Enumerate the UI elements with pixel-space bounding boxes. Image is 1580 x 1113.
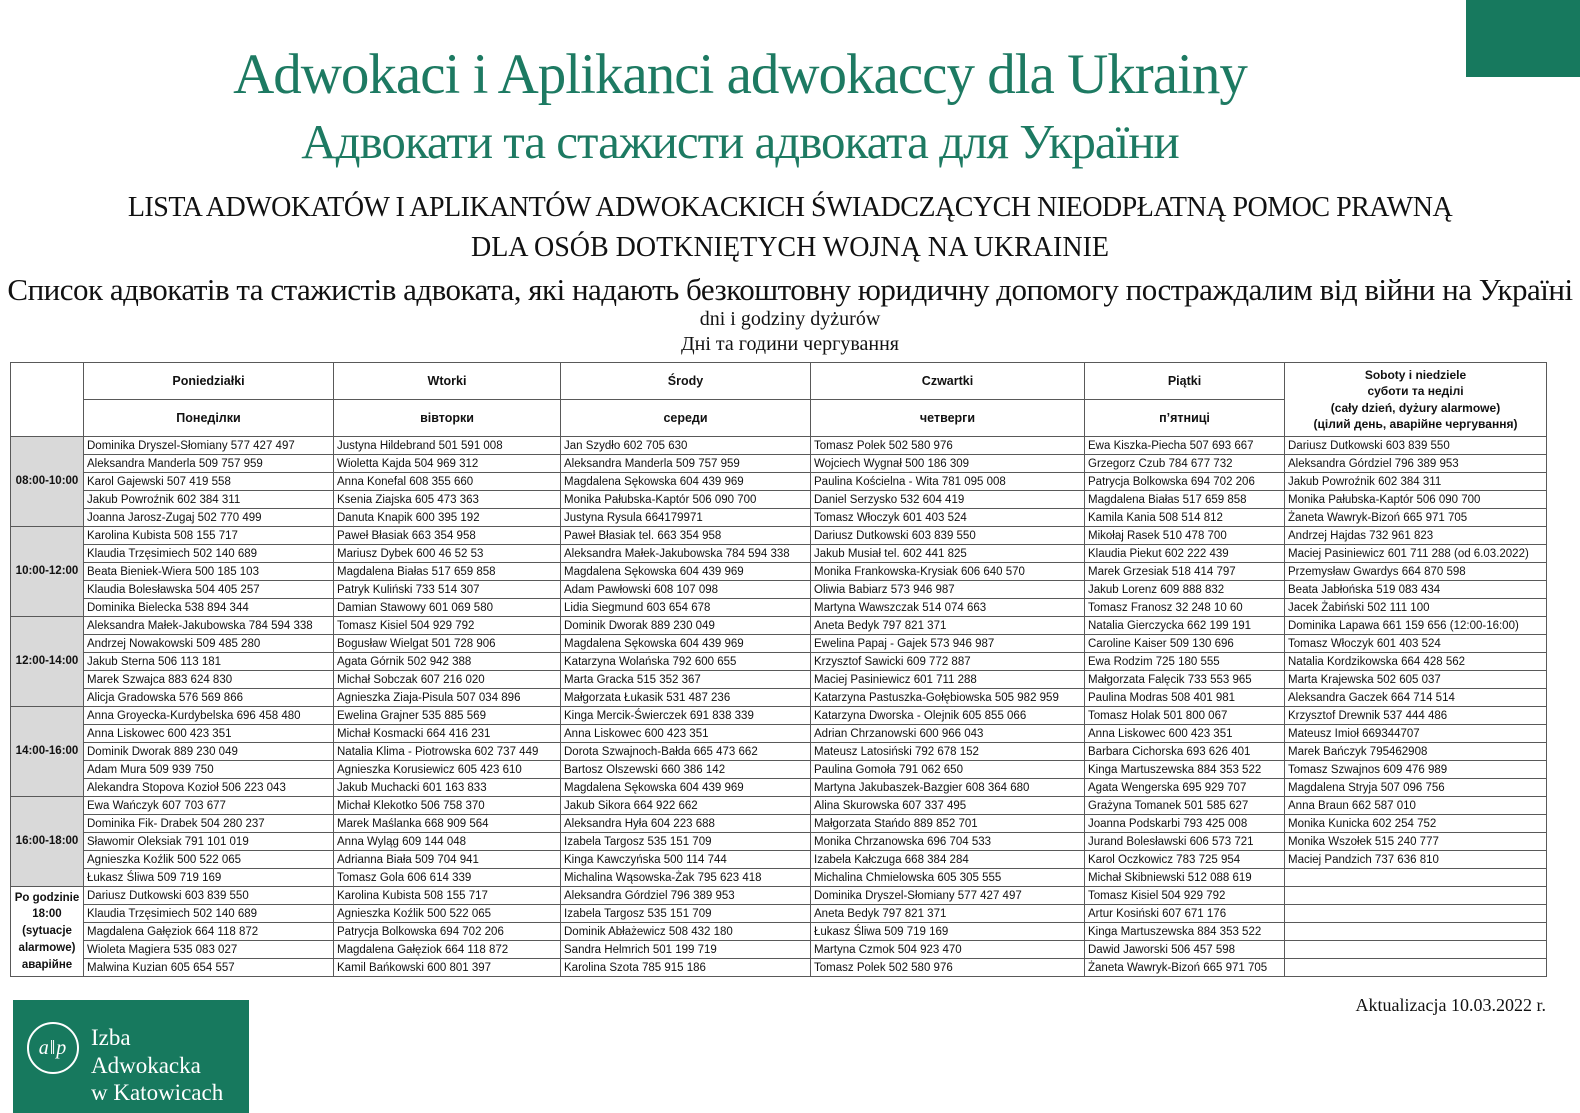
- duty-cell: Martyna Czmok 504 923 470: [811, 941, 1085, 959]
- duty-cell: Aneta Bedyk 797 821 371: [811, 905, 1085, 923]
- duty-cell: Klaudia Trzęsimiech 502 140 689: [84, 905, 334, 923]
- duty-cell: Katarzyna Dworska - Olejnik 605 855 066: [811, 707, 1085, 725]
- duty-cell: Dariusz Dutkowski 603 839 550: [811, 527, 1085, 545]
- duty-cell: Michał Skibniewski 512 088 619: [1085, 869, 1285, 887]
- schedule-note-ukrainian: Дні та години чергування: [681, 333, 899, 355]
- duty-cell: Magdalena Sękowska 604 439 969: [561, 635, 811, 653]
- duty-cell: Dominika Dryszel-Słomiany 577 427 497: [84, 437, 334, 455]
- day-header-weekend: [1285, 363, 1547, 437]
- weekend-header-line: (цілий день, аварійне чергування): [1313, 416, 1518, 431]
- duty-cell: Agnieszka Koźlik 500 522 065: [84, 851, 334, 869]
- time-slot-label-5: [11, 887, 84, 977]
- duty-cell: Martyna Jakubaszek-Bazgier 608 364 680: [811, 779, 1085, 797]
- duty-cell: [1285, 941, 1547, 959]
- time-slot-line: alarmowe): [18, 941, 76, 954]
- duty-cell: Aleksandra Gaczek 664 714 514: [1285, 689, 1547, 707]
- duty-cell: Patrycja Bolkowska 694 702 206: [1085, 473, 1285, 491]
- duty-cell: Adam Mura 509 939 750: [84, 761, 334, 779]
- duty-cell: Jakub Sterna 506 113 181: [84, 653, 334, 671]
- duty-cell: Mikołaj Rasek 510 478 700: [1085, 527, 1285, 545]
- duty-cell: Bartosz Olszewski 660 386 142: [561, 761, 811, 779]
- duty-cell: Magdalena Białas 517 659 858: [334, 563, 561, 581]
- duty-cell: Magdalena Sękowska 604 439 969: [561, 563, 811, 581]
- duty-cell: Aneta Bedyk 797 821 371: [811, 617, 1085, 635]
- duty-cell: Aleksandra Małek-Jakubowska 784 594 338: [561, 545, 811, 563]
- table-corner-cell: [11, 363, 84, 437]
- time-slot-label-1: 10:00-12:00: [11, 527, 84, 617]
- duty-cell: Jacek Żabiński 502 111 100: [1285, 599, 1547, 617]
- duty-cell: Monika Wszołek 515 240 777: [1285, 833, 1547, 851]
- time-slot-line: аварійне: [21, 958, 73, 971]
- duty-cell: Łukasz Śliwa 509 719 169: [811, 923, 1085, 941]
- duty-cell: Jakub Musiał tel. 602 441 825: [811, 545, 1085, 563]
- subtitle-ukrainian: Список адвокатів та стажистів адвоката, які надають безкоштовну юридичну допомогу постраждалим від війни на Україні: [7, 272, 1573, 307]
- day-header-uk-4: п’ятниці: [1085, 400, 1285, 437]
- duty-cell: Michalina Wąsowska-Żak 795 623 418: [561, 869, 811, 887]
- duty-cell: Dominik Abłażewicz 508 432 180: [561, 923, 811, 941]
- duty-cell: Dominika Dryszel-Słomiany 577 427 497: [811, 887, 1085, 905]
- duty-cell: Wioletta Kajda 504 969 312: [334, 455, 561, 473]
- duty-cell: Małgorzata Łukasik 531 487 236: [561, 689, 811, 707]
- duty-cell: Łukasz Śliwa 509 719 169: [84, 869, 334, 887]
- duty-cell: Tomasz Franosz 32 248 10 60: [1085, 599, 1285, 617]
- duty-cell: Magdalena Sękowska 604 439 969: [561, 473, 811, 491]
- duty-cell: Damian Stawowy 601 069 580: [334, 599, 561, 617]
- day-header-pl-3: Czwartki: [811, 363, 1085, 400]
- duty-cell: Ewa Kiszka-Piecha 507 693 667: [1085, 437, 1285, 455]
- duty-cell: Agata Górnik 502 942 388: [334, 653, 561, 671]
- duty-cell: Maciej Pandzich 737 636 810: [1285, 851, 1547, 869]
- duty-cell: Grzegorz Czub 784 677 732: [1085, 455, 1285, 473]
- duty-cell: Krzysztof Sawicki 609 772 887: [811, 653, 1085, 671]
- duty-cell: Maciej Pasiniewicz 601 711 288: [811, 671, 1085, 689]
- duty-cell: Alekandra Stopova Kozioł 506 223 043: [84, 779, 334, 797]
- duty-cell: Izabela Targosz 535 151 709: [561, 905, 811, 923]
- duty-cell: Przemysław Gwardys 664 870 598: [1285, 563, 1547, 581]
- day-header-uk-3: четверги: [811, 400, 1085, 437]
- duty-cell: Katarzyna Wolańska 792 600 655: [561, 653, 811, 671]
- duty-cell: Anna Groyecka-Kurdybelska 696 458 480: [84, 707, 334, 725]
- duty-cell: Tomasz Holak 501 800 067: [1085, 707, 1285, 725]
- duty-cell: Jakub Lorenz 609 888 832: [1085, 581, 1285, 599]
- duty-cell: Mariusz Dybek 600 46 52 53: [334, 545, 561, 563]
- duty-cell: Malwina Kuzian 605 654 557: [84, 959, 334, 977]
- duty-cell: Ewa Wańczyk 607 703 677: [84, 797, 334, 815]
- duty-cell: Oliwia Babiarz 573 946 987: [811, 581, 1085, 599]
- duty-cell: Magdalena Sękowska 604 439 969: [561, 779, 811, 797]
- duty-cell: Dorota Szwajnoch-Bałda 665 473 662: [561, 743, 811, 761]
- weekend-header-line: Soboty i niedziele: [1364, 368, 1467, 383]
- duty-cell: Michał Sobczak 607 216 020: [334, 671, 561, 689]
- duty-cell: Jurand Bolesławski 606 573 721: [1085, 833, 1285, 851]
- duty-cell: Kinga Martuszewska 884 353 522: [1085, 761, 1285, 779]
- duty-cell: Kinga Mercik-Świerczek 691 838 339: [561, 707, 811, 725]
- duty-cell: Ksenia Ziajska 605 473 363: [334, 491, 561, 509]
- footer-organization-name: [91, 1022, 239, 1107]
- duty-cell: Tomasz Kisiel 504 929 792: [334, 617, 561, 635]
- duty-cell: Aleksandra Hyła 604 223 688: [561, 815, 811, 833]
- duty-cell: Jan Szydło 602 705 630: [561, 437, 811, 455]
- duty-cell: Artur Kosiński 607 671 176: [1085, 905, 1285, 923]
- footer-org-line-1: Izba Adwokacka: [91, 1025, 201, 1078]
- duty-cell: Tomasz Szwajnos 609 476 989: [1285, 761, 1547, 779]
- duty-cell: Kamila Kania 508 514 812: [1085, 509, 1285, 527]
- subtitle-line-2: DLA OSÓB DOTKNIĘTYCH WOJNĄ NA UKRAINIE: [470, 232, 1109, 263]
- duty-cell: Beata Jabłońska 519 083 434: [1285, 581, 1547, 599]
- duty-cell: Aleksandra Górdziel 796 389 953: [561, 887, 811, 905]
- page-title-ukrainian: Адвокати та стажисти адвоката для України: [301, 114, 1179, 169]
- footer-brand-block: [13, 1000, 249, 1113]
- duty-cell: Tomasz Polek 502 580 976: [811, 959, 1085, 977]
- duty-cell: Klaudia Trzęsimiech 502 140 689: [84, 545, 334, 563]
- duty-cell: [1285, 923, 1547, 941]
- duty-cell: Marek Bańczyk 795462908: [1285, 743, 1547, 761]
- duty-cell: Krzysztof Drewnik 537 444 486: [1285, 707, 1547, 725]
- duty-cell: Anna Wyląg 609 144 048: [334, 833, 561, 851]
- duty-cell: Adam Pawłowski 608 107 098: [561, 581, 811, 599]
- duty-cell: Małgorzata Stańdo 889 852 701: [811, 815, 1085, 833]
- day-header-pl-2: Środy: [561, 363, 811, 400]
- duty-cell: Kinga Kawczyńska 500 114 744: [561, 851, 811, 869]
- duty-cell: Caroline Kaiser 509 130 696: [1085, 635, 1285, 653]
- day-header-pl-0: Poniedziałki: [84, 363, 334, 400]
- time-slot-line: (sytuacje: [22, 925, 72, 938]
- weekend-header-line: суботи та неділі: [1367, 384, 1464, 399]
- duty-cell: Adrianna Biała 509 704 941: [334, 851, 561, 869]
- duty-cell: Karolina Kubista 508 155 717: [84, 527, 334, 545]
- duty-cell: Anna Liskowec 600 423 351: [561, 725, 811, 743]
- duty-cell: Beata Bieniek-Wiera 500 185 103: [84, 563, 334, 581]
- duty-cell: Grażyna Tomanek 501 585 627: [1085, 797, 1285, 815]
- duty-cell: Aleksandra Małek-Jakubowska 784 594 338: [84, 617, 334, 635]
- time-slot-label-4: 16:00-18:00: [11, 797, 84, 887]
- duty-cell: Barbara Cichorska 693 626 401: [1085, 743, 1285, 761]
- duty-cell: Żaneta Wawryk-Bizoń 665 971 705: [1085, 959, 1285, 977]
- duty-cell: Ewelina Papaj - Gajek 573 946 987: [811, 635, 1085, 653]
- duty-cell: Patryk Kuliński 733 514 307: [334, 581, 561, 599]
- duty-cell: Anna Liskowec 600 423 351: [1085, 725, 1285, 743]
- duty-cell: Wioleta Magiera 535 083 027: [84, 941, 334, 959]
- duty-cell: Justyna Rysula 664179971: [561, 509, 811, 527]
- duty-cell: Dominik Dworak 889 230 049: [561, 617, 811, 635]
- duty-cell: Bogusław Wielgat 501 728 906: [334, 635, 561, 653]
- duty-cell: Paulina Gomoła 791 062 650: [811, 761, 1085, 779]
- duty-cell: Tomasz Kisiel 504 929 792: [1085, 887, 1285, 905]
- duty-cell: Katarzyna Pastuszka-Gołębiowska 505 982 959: [811, 689, 1085, 707]
- duty-cell: Kinga Martuszewska 884 353 522: [1085, 923, 1285, 941]
- duty-cell: Marek Szwajca 883 624 830: [84, 671, 334, 689]
- duty-cell: Agnieszka Koźlik 500 522 065: [334, 905, 561, 923]
- duty-cell: Magdalena Gałęziok 664 118 872: [334, 941, 561, 959]
- duty-cell: [1285, 887, 1547, 905]
- duty-cell: Klaudia Bolesławska 504 405 257: [84, 581, 334, 599]
- duty-cell: Natalia Klima - Piotrowska 602 737 449: [334, 743, 561, 761]
- duty-cell: Dariusz Dutkowski 603 839 550: [1285, 437, 1547, 455]
- duty-cell: Kamil Bańkowski 600 801 397: [334, 959, 561, 977]
- duty-cell: Tomasz Gola 606 614 339: [334, 869, 561, 887]
- duty-cell: Aleksandra Manderla 509 757 959: [84, 455, 334, 473]
- duty-cell: Karolina Kubista 508 155 717: [334, 887, 561, 905]
- duty-cell: Dominika Fik- Drabek 504 280 237: [84, 815, 334, 833]
- subtitle-line-1: LISTA ADWOKATÓW I APLIKANTÓW ADWOKACKICH ŚWIADCZĄCYCH NIEODPŁATNĄ POMOC PRAWNĄ: [127, 192, 1453, 223]
- duty-cell: Mateusz Imioł 669344707: [1285, 725, 1547, 743]
- duty-cell: Aleksandra Górdziel 796 389 953: [1285, 455, 1547, 473]
- duty-cell: Dominika Bielecka 538 894 344: [84, 599, 334, 617]
- duty-cell: Natalia Gierczycka 662 199 191: [1085, 617, 1285, 635]
- duty-cell: Patrycja Bolkowska 694 702 206: [334, 923, 561, 941]
- duty-cell: Dominika Lapawa 661 159 656 (12:00-16:00): [1285, 617, 1547, 635]
- duty-cell: Michał Kosmacki 664 416 231: [334, 725, 561, 743]
- duty-cell: Klaudia Piekut 602 222 439: [1085, 545, 1285, 563]
- duty-cell: Anna Liskowec 600 423 351: [84, 725, 334, 743]
- duty-cell: Agata Wengerska 695 929 707: [1085, 779, 1285, 797]
- duty-cell: Dariusz Dutkowski 603 839 550: [84, 887, 334, 905]
- duty-cell: Mateusz Latosiński 792 678 152: [811, 743, 1085, 761]
- duty-cell: Karol Gajewski 507 419 558: [84, 473, 334, 491]
- duty-cell: Jakub Powroźnik 602 384 311: [84, 491, 334, 509]
- duty-cell: Paulina Kościelna - Wita 781 095 008: [811, 473, 1085, 491]
- duty-cell: [1285, 869, 1547, 887]
- duty-cell: Natalia Kordzikowska 664 428 562: [1285, 653, 1547, 671]
- day-header-uk-1: вівторки: [334, 400, 561, 437]
- duty-cell: Adrian Chrzanowski 600 966 043: [811, 725, 1085, 743]
- duty-cell: [1285, 905, 1547, 923]
- duty-cell: Karolina Szota 785 915 186: [561, 959, 811, 977]
- duty-cell: Tomasz Polek 502 580 976: [811, 437, 1085, 455]
- duty-cell: Anna Konefal 608 355 660: [334, 473, 561, 491]
- time-slot-label-0: 08:00-10:00: [11, 437, 84, 527]
- duty-cell: Michalina Chmielowska 605 305 555: [811, 869, 1085, 887]
- duty-cell: Michał Klekotko 506 758 370: [334, 797, 561, 815]
- duty-cell: Paulina Modras 508 401 981: [1085, 689, 1285, 707]
- duty-cell: Małgorzata Falęcik 733 553 965: [1085, 671, 1285, 689]
- day-header-uk-2: середи: [561, 400, 811, 437]
- duty-cell: Magdalena Stryja 507 096 756: [1285, 779, 1547, 797]
- duty-cell: Marek Maślanka 668 909 564: [334, 815, 561, 833]
- schedule-note-polish: dni i godziny dyżurów: [699, 308, 881, 330]
- duty-cell: [1285, 959, 1547, 977]
- duty-cell: Ewa Rodzim 725 180 555: [1085, 653, 1285, 671]
- duty-cell: Anna Braun 662 587 010: [1285, 797, 1547, 815]
- duty-cell: Dawid Jaworski 506 457 598: [1085, 941, 1285, 959]
- duty-cell: Jakub Powroźnik 602 384 311: [1285, 473, 1547, 491]
- duty-cell: Joanna Jarosz-Zugaj 502 770 499: [84, 509, 334, 527]
- duty-cell: Andrzej Hajdas 732 961 823: [1285, 527, 1547, 545]
- duty-cell: Agnieszka Korusiewicz 605 423 610: [334, 761, 561, 779]
- duty-cell: Monika Pałubska-Kaptór 506 090 700: [561, 491, 811, 509]
- duty-cell: Alina Skurowska 607 337 495: [811, 797, 1085, 815]
- time-slot-label-3: 14:00-16:00: [11, 707, 84, 797]
- duty-cell: Danuta Knapik 600 395 192: [334, 509, 561, 527]
- duty-cell: Monika Pałubska-Kaptór 506 090 700: [1285, 491, 1547, 509]
- duty-cell: Tomasz Włoczyk 601 403 524: [1285, 635, 1547, 653]
- duty-cell: Joanna Podskarbi 793 425 008: [1085, 815, 1285, 833]
- duty-cell: Ewelina Grajner 535 885 569: [334, 707, 561, 725]
- duty-cell: Justyna Hildebrand 501 591 008: [334, 437, 561, 455]
- duty-cell: Maciej Pasiniewicz 601 711 288 (od 6.03.2022): [1285, 545, 1547, 563]
- duty-cell: Magdalena Białas 517 659 858: [1085, 491, 1285, 509]
- duty-cell: Lidia Siegmund 603 654 678: [561, 599, 811, 617]
- duty-cell: Monika Chrzanowska 696 704 533: [811, 833, 1085, 851]
- footer-org-line-2: w Katowicach: [91, 1080, 224, 1106]
- duty-cell: Marta Krajewska 502 605 037: [1285, 671, 1547, 689]
- duty-cell: Marek Grzesiak 518 414 797: [1085, 563, 1285, 581]
- duty-cell: Martyna Wawszczak 514 074 663: [811, 599, 1085, 617]
- day-header-uk-0: Понеділки: [84, 400, 334, 437]
- duty-cell: Izabela Targosz 535 151 709: [561, 833, 811, 851]
- day-header-pl-4: Piątki: [1085, 363, 1285, 400]
- duty-cell: Wojciech Wygnał 500 186 309: [811, 455, 1085, 473]
- duty-cell: Paweł Błasiak tel. 663 354 958: [561, 527, 811, 545]
- duty-cell: Tomasz Włoczyk 601 403 524: [811, 509, 1085, 527]
- green-corner-block: [1466, 0, 1580, 77]
- duty-cell: Sławomir Oleksiak 791 101 019: [84, 833, 334, 851]
- duty-cell: Daniel Serzysko 532 604 419: [811, 491, 1085, 509]
- duty-cell: Alicja Gradowska 576 569 866: [84, 689, 334, 707]
- time-slot-line: Po godzinie: [14, 891, 80, 904]
- duty-cell: Magdalena Gałęziok 664 118 872: [84, 923, 334, 941]
- page-title-polish: Adwokaci i Aplikanci adwokaccy dla Ukrainy: [233, 43, 1247, 106]
- duty-cell: Andrzej Nowakowski 509 485 280: [84, 635, 334, 653]
- duty-cell: Aleksandra Manderla 509 757 959: [561, 455, 811, 473]
- duty-cell: Jakub Sikora 664 922 662: [561, 797, 811, 815]
- duty-cell: Monika Frankowska-Krysiak 606 640 570: [811, 563, 1085, 581]
- duty-cell: Izabela Kałczuga 668 384 284: [811, 851, 1085, 869]
- duty-cell: Jakub Muchacki 601 163 833: [334, 779, 561, 797]
- duty-cell: Sandra Helmrich 501 199 719: [561, 941, 811, 959]
- duty-schedule-table: [10, 362, 1547, 977]
- duty-cell: Dominik Dworak 889 230 049: [84, 743, 334, 761]
- duty-cell: Agnieszka Ziaja-Pisula 507 034 896: [334, 689, 561, 707]
- duty-cell: Paweł Błasiak 663 354 958: [334, 527, 561, 545]
- time-slot-line: 18:00: [32, 908, 62, 921]
- duty-cell: Monika Kunicka 602 254 752: [1285, 815, 1547, 833]
- weekend-header-line: (cały dzień, dyżury alarmowe): [1330, 400, 1501, 415]
- time-slot-label-2: 12:00-14:00: [11, 617, 84, 707]
- day-header-pl-1: Wtorki: [334, 363, 561, 400]
- duty-cell: Marta Gracka 515 352 367: [561, 671, 811, 689]
- update-date-note: Aktualizacja 10.03.2022 r.: [1355, 995, 1546, 1015]
- duty-cell: Karol Oczkowicz 783 725 954: [1085, 851, 1285, 869]
- duty-cell: Żaneta Wawryk-Bizoń 665 971 705: [1285, 509, 1547, 527]
- izba-adwokacka-logo-icon: a‖p: [27, 1022, 79, 1074]
